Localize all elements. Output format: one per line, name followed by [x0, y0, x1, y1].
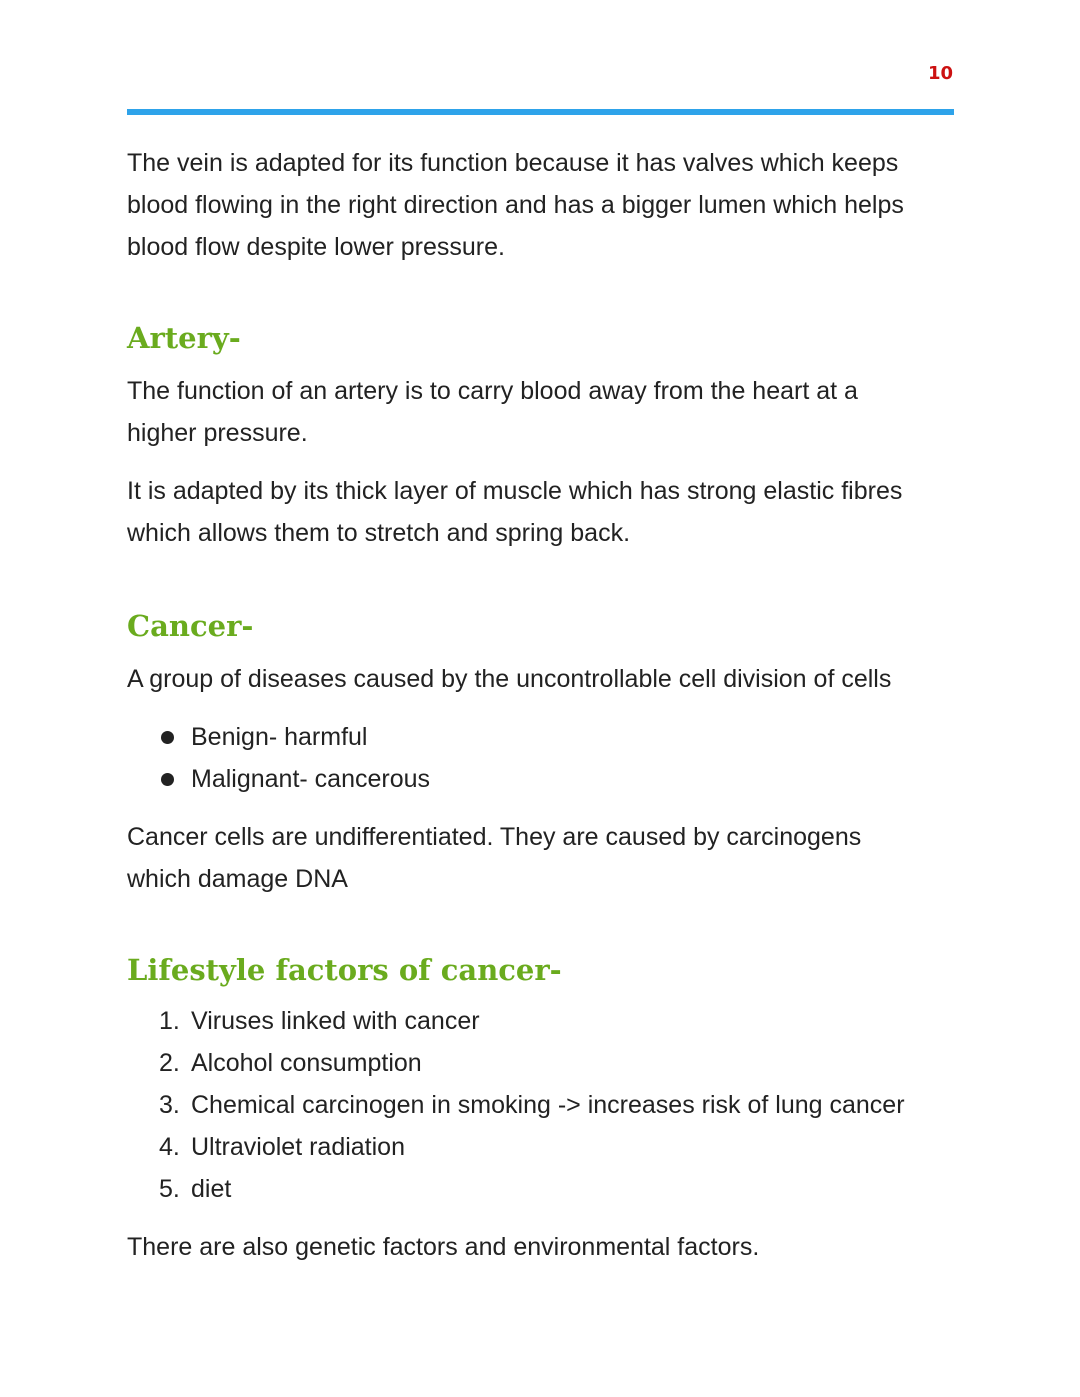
list-item-text: Viruses linked with cancer	[191, 1007, 480, 1035]
list-item	[127, 758, 957, 800]
list-item-text: diet	[191, 1175, 232, 1203]
bullet-icon	[161, 731, 174, 744]
artery-heading: Artery-	[127, 321, 241, 355]
list-item	[127, 1168, 957, 1210]
list-item-number: 4.	[159, 1133, 180, 1161]
artery-adaptation-paragraph: It is adapted by its thick layer of muscle which has strong elastic fibres which allows them to stretch and spring back.	[127, 477, 903, 547]
list-item-number: 2.	[159, 1049, 180, 1077]
lifestyle-factor-list	[127, 1000, 957, 1210]
list-item-text: Ultraviolet radiation	[191, 1133, 405, 1161]
lifestyle-heading: Lifestyle factors of cancer-	[127, 953, 562, 987]
list-item-text: Chemical carcinogen in smoking -> increases risk of lung cancer	[191, 1091, 905, 1119]
list-item-text: Alcohol consumption	[191, 1049, 422, 1077]
list-item	[127, 1000, 957, 1042]
list-item	[127, 1084, 957, 1126]
artery-function-paragraph: The function of an artery is to carry blood away from the heart at a higher pressure.	[127, 377, 858, 447]
list-item-number: 1.	[159, 1007, 180, 1035]
vein-paragraph: The vein is adapted for its function because it has valves which keeps blood flowing in the right direction and has a bigger lumen which helps blood flow despite lower pressure.	[127, 149, 904, 261]
cancer-cells-paragraph: Cancer cells are undifferentiated. They are caused by carcinogens which damage DNA	[127, 823, 862, 893]
header-rule	[127, 109, 954, 115]
cancer-definition: A group of diseases caused by the uncontrollable cell division of cells	[127, 665, 892, 693]
list-item	[127, 1042, 957, 1084]
document-body	[127, 142, 957, 1268]
list-item	[127, 1126, 957, 1168]
list-item-text: Benign- harmful	[191, 723, 368, 751]
list-item-text: Malignant- cancerous	[191, 765, 431, 793]
closing-paragraph: There are also genetic factors and environmental factors.	[127, 1233, 760, 1261]
list-item-number: 3.	[159, 1091, 180, 1119]
page-number: 10	[927, 63, 953, 84]
cancer-type-list	[127, 716, 957, 800]
list-item	[127, 716, 957, 758]
list-item-number: 5.	[159, 1175, 180, 1203]
cancer-heading: Cancer-	[127, 609, 254, 643]
bullet-icon	[161, 773, 174, 786]
